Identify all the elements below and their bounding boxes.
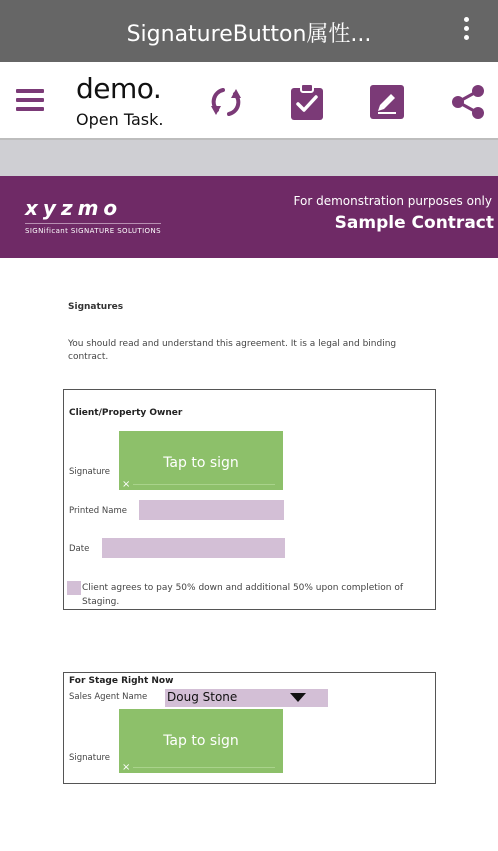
tap-to-sign-label: Tap to sign [163,455,239,471]
agreement-text: Client agrees to pay 50% down and additional 50% upon completion of Staging. [82,583,404,607]
sales-agent-value: Doug Stone [167,690,238,704]
tap-to-sign-label: Tap to sign [163,733,239,749]
refresh-icon[interactable] [206,82,246,122]
app-brand [76,74,163,129]
client-section-title: Client/Property Owner [69,408,183,418]
task-status: Open Task. [76,110,164,129]
agent-signature-pad[interactable] [119,709,283,773]
printed-name-label: Printed Name [69,506,127,516]
intro-paragraph: You should read and understand this agreement. It is a legal and binding contract. [68,339,397,362]
share-icon[interactable] [448,82,488,122]
contract-banner [0,176,498,258]
date-field[interactable] [102,538,285,558]
sales-agent-select[interactable] [165,689,328,707]
sales-agent-label: Sales Agent Name [69,692,148,702]
signature-line [133,484,275,485]
app-toolbar [0,62,498,140]
contract-title: Sample Contract [334,213,494,233]
agent-signature-section [63,672,436,784]
dropdown-arrow-icon [290,693,306,702]
agreement-checkbox[interactable] [67,581,81,595]
date-label: Date [69,544,90,554]
edit-icon[interactable] [367,82,407,122]
company-logo [25,196,161,235]
signature-x-marker: × [122,479,131,490]
logo-wordmark: xyzmo [25,196,123,220]
clipboard-check-icon[interactable] [287,82,327,122]
document-page [0,258,498,851]
client-signature-pad[interactable] [119,431,283,490]
logo-tagline: SIGNificant SIGNATURE SOLUTIONS [25,223,161,235]
agent-signature-label: Signature [69,753,111,763]
agent-section-title: For Stage Right Now [69,676,174,686]
client-signature-section [63,389,436,610]
title-bar [0,0,498,62]
more-vertical-icon[interactable] [462,17,470,43]
demo-notice: For demonstration purposes only [293,194,492,208]
menu-icon[interactable] [12,84,48,120]
printed-name-field[interactable] [139,500,284,520]
app-name: demo. [76,72,162,105]
window-title: SignatureButton属性... [126,22,372,47]
signature-x-marker: × [122,762,131,773]
section-heading: Signatures [68,302,124,312]
signature-line [133,767,275,768]
client-signature-label: Signature [69,467,111,477]
document-top-band [0,140,498,176]
